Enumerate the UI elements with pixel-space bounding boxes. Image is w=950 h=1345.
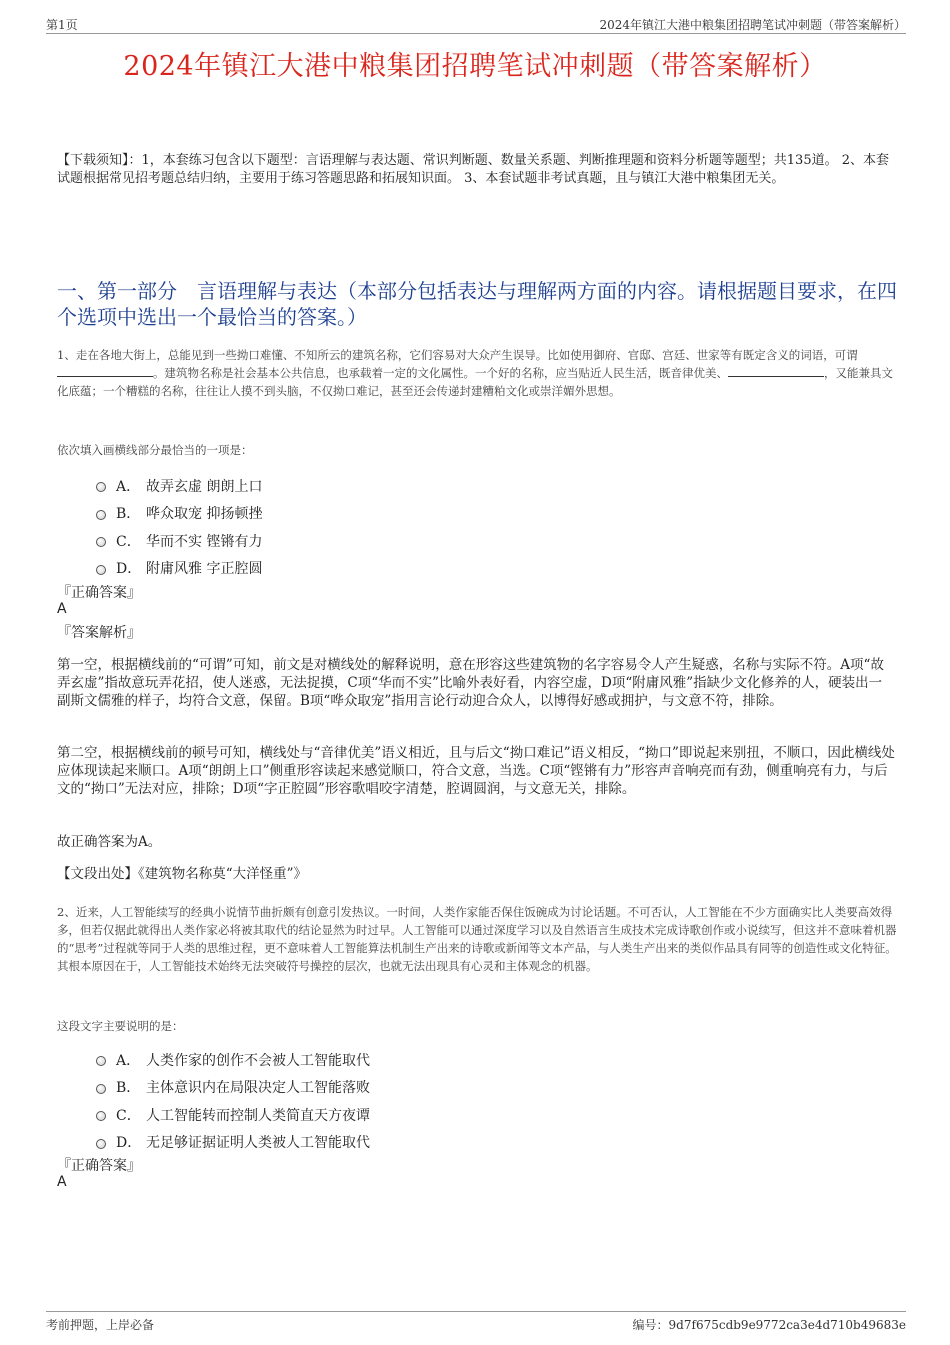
question-2-text: 2、近来，人工智能续写的经典小说情节曲折颇有创意引发热议。一时间，人类作家能否保住饭碗成为讨论话题。不可否认，人工智能在不少方面确实比人类要高效得多，但若仅据此就得出人类作家必将被其取代的结论显然为时过早。人工智能可以通过深度学习以及自然语言生成技术完成诗歌创作或小说续写，但这并不意味着机器的“思考”过程就等同于人类的思维过程，更不意味着人工智能算法机制生产出来的诗歌或新闻等文本产品，与人类生产出来的类似作品具有同等的创造性或文化特征。其根本原因在于，人工智能技术始终无法突破符号操控的层次，也就无法出现具有心灵和主体观念的机器。 — [57, 905, 897, 973]
answer-label: 『正确答案』 — [57, 1158, 141, 1174]
question-1-prompt: 依次填入画横线部分最恰当的一项是： — [57, 443, 253, 457]
analysis-label: 『答案解析』 — [57, 625, 141, 641]
radio-icon[interactable] — [96, 510, 106, 520]
radio-icon[interactable] — [96, 1139, 106, 1149]
question-1-options — [96, 472, 596, 582]
option-a[interactable] — [96, 472, 596, 500]
question-2-prompt: 这段文字主要说明的是： — [57, 1019, 184, 1033]
page-header — [46, 14, 906, 34]
option-c[interactable] — [96, 1101, 596, 1129]
question-1-text-part: ，又能兼具文化底蕴；一个糟糕的名称，往往让人摸不到头脑，不仅拗口难记，甚至还会传递封建糟粕文化或崇洋媚外思想。 — [57, 366, 893, 398]
option-letter: A． — [116, 1052, 141, 1069]
question-1-text-part: 1、走在各地大街上，总能见到一些拗口难懂、不知所云的建筑名称，它们容易对大众产生误导。比如使用御府、官邸、宫廷、世家等有既定含义的词语，可谓 — [57, 348, 858, 362]
page-footer — [46, 1311, 906, 1333]
page-title: 2024年镇江大港中粮集团招聘笔试冲刺题（带答案解析） — [123, 51, 827, 82]
download-notice: 【下载须知】：1，本套练习包含以下题型：言语理解与表达题、常识判断题、数量关系题、判断推理题和资料分析题等题型；共135道。 2、本套试题根据常见招考题总结归纳，主要用于练习答题思路和拓展知识面。 3、本套试题非考试真题，且与镇江大港中粮集团无关。 — [57, 153, 889, 186]
option-text: 华而不实 铿锵有力 — [146, 533, 263, 550]
option-b[interactable] — [96, 500, 596, 528]
radio-icon[interactable] — [96, 1056, 106, 1066]
option-letter: B． — [116, 1080, 141, 1097]
answer-label: 『正确答案』 — [57, 585, 141, 601]
option-text: 人工智能转而控制人类简直天方夜谭 — [146, 1107, 370, 1124]
option-c[interactable] — [96, 527, 596, 555]
option-letter: B． — [116, 506, 141, 523]
correct-answer: A — [57, 1174, 67, 1190]
option-text: 人类作家的创作不会被人工智能取代 — [146, 1052, 370, 1069]
option-text: 哗众取宠 抑扬顿挫 — [146, 506, 263, 523]
page-number: 第1页 — [46, 18, 78, 32]
option-a[interactable] — [96, 1046, 596, 1074]
header-doc-title: 2024年镇江大港中粮集团招聘笔试冲刺题（带答案解析） — [599, 18, 906, 32]
option-letter: C． — [116, 533, 141, 550]
section-heading: 一、第一部分 言语理解与表达（本部分包括表达与理解两方面的内容。请根据题目要求，在四个选项中选出一个最恰当的答案。） — [57, 279, 897, 329]
fill-blank-2 — [728, 365, 824, 377]
option-d[interactable] — [96, 1129, 596, 1157]
radio-icon[interactable] — [96, 537, 106, 547]
option-letter: D． — [116, 561, 142, 578]
fill-blank-1 — [57, 365, 153, 377]
option-text: 故弄玄虚 朗朗上口 — [146, 478, 263, 495]
footer-doc-id: 编号：9d7f675cdb9e9772ca3e4d710b49683e — [632, 1318, 906, 1332]
question-1-text-part: 。建筑物名称是社会基本公共信息，也承载着一定的文化属性。一个好的名称，应当贴近人民生活，既音律优美、 — [153, 366, 728, 380]
option-b[interactable] — [96, 1074, 596, 1102]
option-text: 无足够证据证明人类被人工智能取代 — [146, 1135, 370, 1152]
option-letter: A． — [116, 478, 141, 495]
radio-icon[interactable] — [96, 1111, 106, 1121]
correct-answer: A — [57, 601, 67, 617]
option-letter: D． — [116, 1135, 142, 1152]
question-1-text — [57, 346, 897, 400]
footer-slogan: 考前押题，上岸必备 — [46, 1318, 155, 1332]
radio-icon[interactable] — [96, 565, 106, 575]
radio-icon[interactable] — [96, 482, 106, 492]
question-2-options — [96, 1046, 596, 1156]
option-text: 附庸风雅 字正腔圆 — [146, 561, 263, 578]
analysis-conclusion: 故正确答案为A。 — [57, 834, 162, 850]
radio-icon[interactable] — [96, 1084, 106, 1094]
option-text: 主体意识内在局限决定人工智能落败 — [146, 1080, 370, 1097]
option-letter: C． — [116, 1107, 141, 1124]
text-source: 【文段出处】《建筑物名称莫“大洋怪重”》 — [57, 866, 308, 882]
analysis-paragraph-2: 第二空，根据横线前的顿号可知，横线处与“音律优美”语义相近，且与后文“拗口难记”语义相反，“拗口”即说起来别扭，不顺口，因此横线处应体现读起来顺口。A项“朗朗上口”侧重形容读起来感觉顺口，符合文意，当选。C项“铿锵有力”形容声音响亮而有劲，侧重响亮有力，与后文的“拗口”无法对应，排除；D项“字正腔圆”形容歌唱咬字清楚，腔调圆润，与文意无关，排除。 — [57, 745, 895, 797]
analysis-paragraph-1: 第一空，根据横线前的“可谓”可知，前文是对横线处的解释说明，意在形容这些建筑物的名字容易令人产生疑惑，名称与实际不符。A项“故弄玄虚”指故意玩弄花招，使人迷惑，无法捉摸，C项“华而不实”比喻外表好看，内容空虚，D项“附庸风雅”指缺少文化修养的人，硬装出一副斯文儒雅的样子，均符合文意，保留。B项“哗众取宠”指用言论行动迎合众人，以博得好感或拥护，与文意不符，排除。 — [57, 657, 884, 709]
option-d[interactable] — [96, 555, 596, 583]
